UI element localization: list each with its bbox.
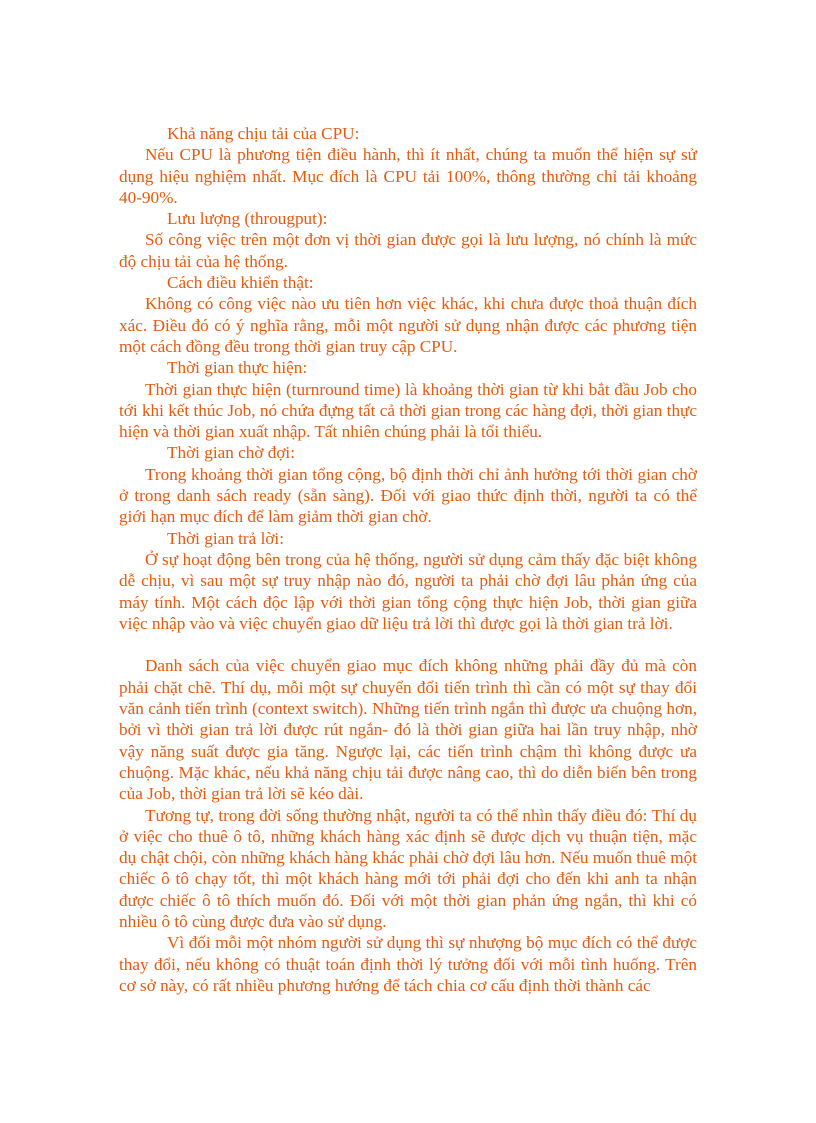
paragraph: Trong khoảng thời gian tổng cộng, bộ định thời chỉ ảnh hưởng tới thời gian chờ ở trong danh sách ready (sẵn sàng). Đối với giao thức định thời, người ta có thể giới hạn mục đích để làm giảm thời gian chờ. [119,464,697,527]
paragraph: Danh sách của việc chuyển giao mục đích không những phải đầy đủ mà còn phải chặt chẽ. Thí dụ, mỗi một sự chuyển đổi tiến trình thì cần có một sự thay đổi văn cảnh tiến trình (context switch). Những tiến trình ngắn thì được ưa chuộng hơn, bởi vì thời gian trả lời được rút ngắn- đó là thời gian giữa hai lần truy nhập, nhờ vậy năng suất được gia tăng. Ngược lại, các tiến trình chậm thì không được ưa chuộng. Mặc khác, nếu khả năng chịu tải được nâng cao, thì do diễn biến bên trong của Job, thời gian trả lời sẽ kéo dài. [119,656,697,804]
page-body [119,123,697,996]
paragraph: Số công việc trên một đơn vị thời gian được gọi là lưu lượng, nó chính là mức độ chịu tải của hệ thống. [119,230,697,271]
paragraph: Tương tự, trong đời sống thường nhật, người ta có thể nhìn thấy điều đó: Thí dụ ở việc cho thuê ô tô, những khách hàng xác định sẽ được dịch vụ thuận tiện, mặc dụ chật chội, còn những khách hàng khác phải chờ đợi lâu hơn. Nếu muốn thuê một chiếc ô tô chạy tốt, thì một khách hàng mới tới phải đợi cho đến khi anh ta nhận được chiếc ô tô thích muốn đó. Đối với một thời gian phản ứng ngắn, thì khi có nhiều ô tô cùng được đưa vào sử dụng. [119,805,697,931]
paragraph: Vì đối mỗi một nhóm người sử dụng thì sự nhượng bộ mục đích có thể được thay đổi, nếu không có thuật toán định thời lý tưởng đối với mỗi tình huống. Trên cơ sở này, có rất nhiều phương hướng để tách chia cơ cấu định thời thành các [119,933,697,995]
section-heading: Thời gian chờ đợi: [167,443,295,463]
section-heading: Lưu lượng (througput): [167,209,328,229]
paragraph: Ở sự hoạt động bên trong của hệ thống, người sử dụng cảm thấy đặc biệt không dễ chịu, vì sau một sự truy nhập nào đó, người ta phải chờ đợi lâu phản ứng của máy tính. Một cách độc lập với thời gian tổng cộng thực hiện Job, thời gian giữa việc nhập vào và việc chuyển giao dữ liệu trả lời thì được gọi là thời gian trả lời. [119,549,697,633]
section-heading: Thời gian thực hiện: [167,358,308,378]
section-heading: Cách điều khiển thật: [167,273,314,293]
section-heading: Khả năng chịu tải của CPU: [167,124,360,143]
paragraph: Không có công việc nào ưu tiên hơn việc khác, khi chưa được thoả thuận đích xác. Điều đó có ý nghĩa rằng, mỗi một người sử dụng nhận được các phương tiện một cách đồng đều trong thời gian truy cập CPU. [119,294,697,356]
section-heading: Thời gian trả lời: [167,528,284,548]
paragraph: Thời gian thực hiện (turnround time) là khoảng thời gian từ khi bắt đầu Job cho tới khi kết thúc Job, nó chứa đựng tất cả thời gian trong các hàng đợi, thời gian thực hiện và thời gian xuất nhập. Tất nhiên chúng phải là tối thiểu. [119,379,697,442]
paragraph: Nếu CPU là phương tiện điều hành, thì ít nhất, chúng ta muốn thể hiện sự sử dụng hiệu nghiệm nhất. Mục đích là CPU tải 100%, thông thường chỉ tải khoảng 40-90%. [119,145,697,207]
